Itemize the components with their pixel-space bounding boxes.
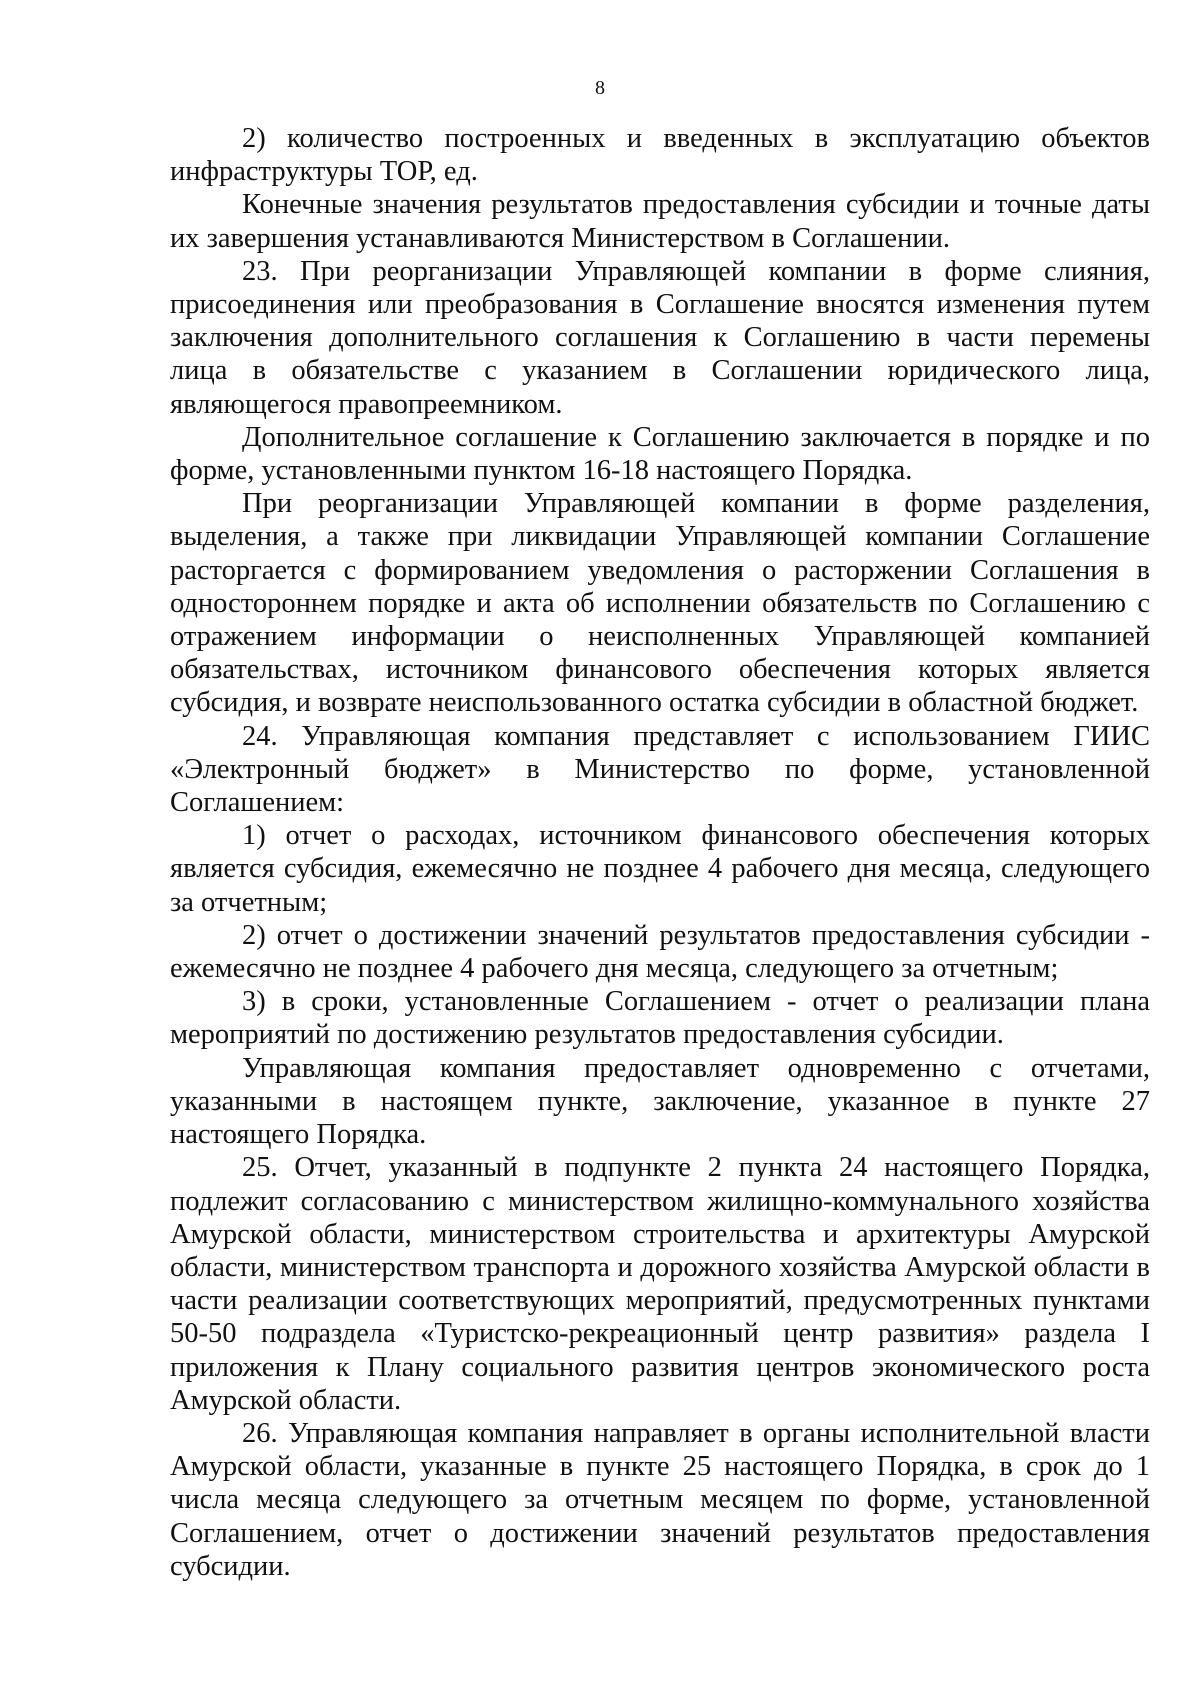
paragraph-final-values: Конечные значения результатов предоставления субсидии и точные даты их завершения устанавливаются Министерством в Соглашении. bbox=[170, 189, 1150, 254]
paragraph-conclusion: Управляющая компания предоставляет одновременно с отчетами, указанными в настоящем пункте, заключение, указанное в пункте 27 настоящего Порядка. bbox=[170, 1052, 1150, 1151]
paragraph-23: 23. При реорганизации Управляющей компании в форме слияния, присоединения или преобразования в Соглашение вносятся изменения путем заключения дополнительного соглашения к Соглашению в части перемены лица в обязательстве с указанием в Соглашении юридического лица, являющегося правопреемником. bbox=[170, 255, 1150, 420]
paragraph-25: 25. Отчет, указанный в подпункте 2 пункта 24 настоящего Порядка, подлежит согласованию с министерством жилищно-коммунального хозяйства Амурской области, министерством строительства и архитектуры Амурской области, министерством транспорта и дорожного хозяйства Амурской области в части реализации соответствующих мероприятий, предусмотренных пунктами 50-50 подраздела «Туристско-рекреационный центр развития» раздела I приложения к Плану социального развития центров экономического роста Амурской области. bbox=[170, 1152, 1150, 1416]
document-body bbox=[170, 122, 1150, 1583]
paragraph-additional-agreement: Дополнительное соглашение к Соглашению заключается в порядке и по форме, установленными пунктом 16-18 настоящего Порядка. bbox=[170, 421, 1150, 487]
paragraph-reorganization-division: При реорганизации Управляющей компании в форме разделения, выделения, а также при ликвидации Управляющей компании Соглашение расторгается с формированием уведомления о расторжении Соглашения в одностороннем порядке и акта об исполнении обязательств по Соглашению с отражением информации о неисполненных Управляющей компанией обязательствах, источником финансового обеспечения которых является субсидия, и возврате неиспользованного остатка субсидии в областной бюджет. bbox=[170, 488, 1150, 719]
paragraph-26: 26. Управляющая компания направляет в органы исполнительной власти Амурской области, указанные в пункте 25 настоящего Порядка, в срок до 1 числа месяца следующего за отчетным месяцем по форме, установленной Соглашением, отчет о достижении значений результатов предоставления субсидии. bbox=[170, 1417, 1150, 1582]
page-number: 8 bbox=[595, 77, 605, 99]
paragraph-24-item-1: 1) отчет о расходах, источником финансового обеспечения которых является субсидия, ежемесячно не позднее 4 рабочего дня месяца, следующего за отчетным; bbox=[170, 820, 1150, 918]
paragraph-item-2-infrastructure: 2) количество построенных и введенных в эксплуатацию объектов инфраструктуры ТОР, ед. bbox=[170, 123, 1150, 188]
paragraph-24: 24. Управляющая компания представляет с использованием ГИИС «Электронный бюджет» в Министерство по форме, установленной Соглашением: bbox=[170, 720, 1150, 819]
paragraph-24-item-2: 2) отчет о достижении значений результатов предоставления субсидии - ежемесячно не позднее 4 рабочего дня месяца, следующего за отчетным; bbox=[170, 919, 1150, 985]
paragraph-24-item-3: 3) в сроки, установленные Соглашением - отчет о реализации плана мероприятий по достижению результатов предоставления субсидии. bbox=[170, 986, 1150, 1051]
